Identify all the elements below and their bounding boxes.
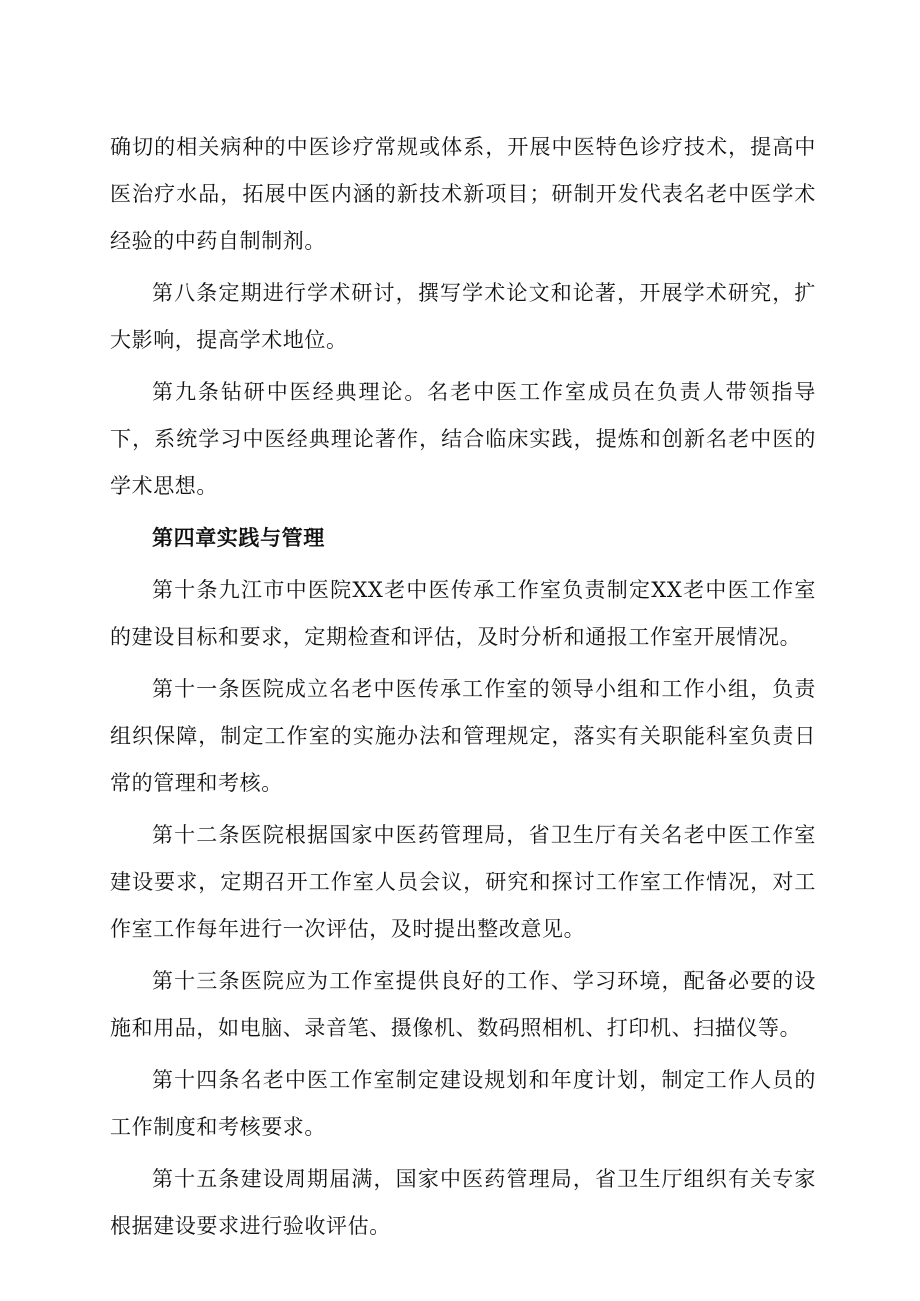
article-15: 第十五条建设周期届满，国家中医药管理局，省卫生厅组织有关专家根据建设要求进行验收评估。 xyxy=(110,1167,816,1238)
chapter-heading: 第四章实践与管理 xyxy=(152,526,325,550)
article-10: 第十条九江市中医院XX老中医传承工作室负责制定XX老中医工作室的建设目标和要求，定期检查和评估，及时分析和通报工作室开展情况。 xyxy=(110,578,816,649)
article-11: 第十一条医院成立名老中医传承工作室的领导小组和工作小组，负责组织保障，制定工作室的实施办法和管理规定，落实有关职能科室负责日常的管理和考核。 xyxy=(110,677,816,795)
article-13: 第十三条医院应为工作室提供良好的工作、学习环境，配备必要的设施和用品，如电脑、录音笔、摄像机、数码照相机、打印机、扫描仪等。 xyxy=(110,969,816,1040)
document-body xyxy=(110,124,816,1255)
article-12: 第十二条医院根据国家中医药管理局，省卫生厅有关名老中医工作室建设要求，定期召开工作室人员会议，研究和探讨工作室工作情况，对工作室工作每年进行一次评估，及时提出整改意见。 xyxy=(110,823,816,941)
article-9: 第九条钻研中医经典理论。名老中医工作室成员在负责人带领指导下，系统学习中医经典理论著作，结合临床实践，提炼和创新名老中医的学术思想。 xyxy=(110,380,816,498)
article-8: 第八条定期进行学术研讨，撰写学术论文和论著，开展学术研究，扩大影响，提高学术地位。 xyxy=(110,281,816,352)
article-14: 第十四条名老中医工作室制定建设规划和年度计划，制定工作人员的工作制度和考核要求。 xyxy=(110,1068,816,1139)
paragraph-continued: 确切的相关病种的中医诊疗常规或体系，开展中医特色诊疗技术，提高中医治疗水品，拓展中医内涵的新技术新项目；研制开发代表名老中医学术经验的中药自制制剂。 xyxy=(110,135,816,253)
